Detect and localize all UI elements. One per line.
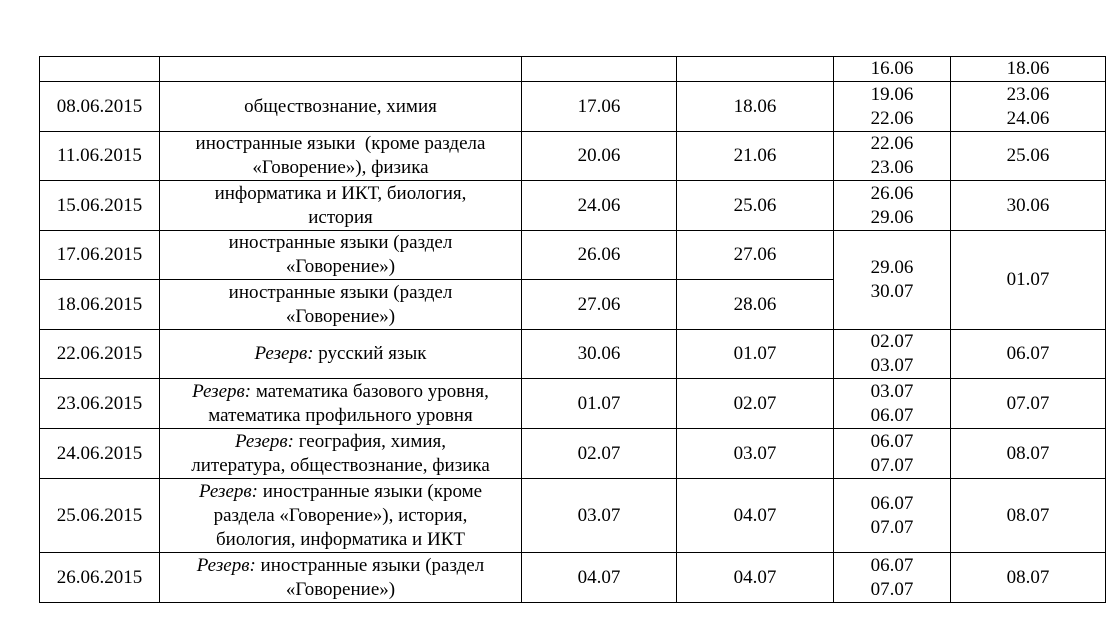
col6-cell bbox=[951, 132, 1106, 181]
subject-cell bbox=[160, 181, 522, 231]
col4-cell: 21.06 bbox=[677, 132, 834, 181]
subject-line: история bbox=[308, 206, 373, 228]
col5-date: 22.06 bbox=[870, 133, 914, 154]
col6-cell bbox=[951, 479, 1106, 553]
col3-cell: 03.07 bbox=[522, 479, 677, 553]
col5-cell bbox=[834, 231, 951, 330]
col6-cell bbox=[951, 379, 1106, 429]
col6-date: 01.07 bbox=[1006, 269, 1050, 290]
subject-text: иностранные языки (раздел bbox=[255, 554, 485, 576]
col6-cell bbox=[951, 553, 1106, 603]
col4-cell: 02.07 bbox=[677, 379, 834, 429]
col5-date: 03.07 bbox=[870, 380, 914, 402]
col4-cell: 03.07 bbox=[677, 429, 834, 479]
col4-cell: 18.06 bbox=[677, 82, 834, 132]
col4-cell: 04.07 bbox=[677, 479, 834, 553]
subject-line: иностранные языки (раздел bbox=[228, 232, 453, 253]
col3-cell: 02.07 bbox=[522, 429, 677, 479]
col6-date: 18.06 bbox=[1006, 58, 1050, 79]
col4-cell: 27.06 bbox=[677, 231, 834, 280]
subject-cell bbox=[160, 231, 522, 280]
col6-date: 25.06 bbox=[1006, 145, 1050, 166]
col3-cell: 26.06 bbox=[522, 231, 677, 280]
table-row bbox=[40, 132, 1106, 181]
col6-date: 08.07 bbox=[1006, 504, 1050, 526]
col5-cell bbox=[834, 82, 951, 132]
table-row bbox=[40, 553, 1106, 603]
subject-line: математика профильного уровня bbox=[208, 404, 473, 426]
subject-line: «Говорение») bbox=[285, 578, 396, 600]
subject-cell bbox=[160, 379, 522, 429]
col5-date: 29.06 bbox=[870, 257, 914, 278]
table-row bbox=[40, 82, 1106, 132]
col5-cell bbox=[834, 181, 951, 231]
subject-line: обществознание, химия bbox=[244, 95, 437, 117]
col4-cell: 25.06 bbox=[677, 181, 834, 231]
date-cell: 17.06.2015 bbox=[40, 231, 160, 280]
subject-text: русский язык bbox=[313, 343, 427, 364]
date-cell: 11.06.2015 bbox=[40, 132, 160, 181]
reserve-label: Резерв: bbox=[192, 380, 252, 402]
col6-date: 23.06 bbox=[1006, 83, 1050, 105]
col6-cell bbox=[951, 181, 1106, 231]
col6-cell bbox=[951, 429, 1106, 479]
col3-cell: 24.06 bbox=[522, 181, 677, 231]
date-cell: 08.06.2015 bbox=[40, 82, 160, 132]
subject-line: «Говорение»), физика bbox=[252, 157, 429, 178]
reserve-label: Резерв: bbox=[234, 430, 294, 452]
col3-cell: 01.07 bbox=[522, 379, 677, 429]
col3-cell: 20.06 bbox=[522, 132, 677, 181]
col3-cell: 04.07 bbox=[522, 553, 677, 603]
subject-cell bbox=[160, 280, 522, 330]
subject-line bbox=[164, 380, 517, 404]
subject-text: математика базового уровня, bbox=[251, 380, 489, 402]
col5-date: 22.06 bbox=[870, 107, 914, 129]
subject-line bbox=[164, 554, 517, 578]
date-cell: 25.06.2015 bbox=[40, 479, 160, 553]
subject-line bbox=[164, 342, 517, 366]
subject-line: «Говорение») bbox=[285, 305, 396, 327]
reserve-label: Резерв: bbox=[198, 480, 258, 502]
table-row bbox=[40, 479, 1106, 553]
col3-cell bbox=[522, 57, 677, 82]
exam-schedule-table bbox=[39, 56, 1106, 603]
subject-cell bbox=[160, 57, 522, 82]
col5-date: 29.06 bbox=[870, 206, 914, 228]
col5-date: 23.06 bbox=[870, 157, 914, 178]
date-cell: 23.06.2015 bbox=[40, 379, 160, 429]
date-cell: 24.06.2015 bbox=[40, 429, 160, 479]
col6-date: 07.07 bbox=[1006, 392, 1050, 414]
date-cell: 26.06.2015 bbox=[40, 553, 160, 603]
table-row bbox=[40, 231, 1106, 280]
subject-line: биология, информатика и ИКТ bbox=[216, 528, 465, 550]
col3-cell: 27.06 bbox=[522, 280, 677, 330]
col5-date: 07.07 bbox=[870, 578, 914, 600]
col5-cell bbox=[834, 553, 951, 603]
subject-cell bbox=[160, 82, 522, 132]
col5-date: 06.07 bbox=[870, 430, 914, 452]
col5-date: 03.07 bbox=[870, 355, 914, 376]
col4-cell: 01.07 bbox=[677, 330, 834, 379]
col3-cell: 17.06 bbox=[522, 82, 677, 132]
col5-date: 19.06 bbox=[870, 83, 914, 105]
col5-date: 02.07 bbox=[870, 331, 914, 352]
col6-date: 24.06 bbox=[1006, 107, 1050, 129]
col5-date: 30.07 bbox=[870, 281, 914, 302]
col5-cell bbox=[834, 379, 951, 429]
col4-cell: 28.06 bbox=[677, 280, 834, 330]
col5-cell bbox=[834, 429, 951, 479]
reserve-label: Резерв: bbox=[254, 343, 314, 364]
subject-cell bbox=[160, 429, 522, 479]
date-cell bbox=[40, 57, 160, 82]
col6-date: 06.07 bbox=[1006, 343, 1050, 364]
subject-line: информатика и ИКТ, биология, bbox=[214, 182, 467, 204]
date-cell: 15.06.2015 bbox=[40, 181, 160, 231]
subject-cell bbox=[160, 479, 522, 553]
subject-cell bbox=[160, 132, 522, 181]
col5-cell bbox=[834, 330, 951, 379]
col5-date: 06.07 bbox=[870, 492, 914, 514]
col3-cell: 30.06 bbox=[522, 330, 677, 379]
col5-cell bbox=[834, 57, 951, 82]
table-row bbox=[40, 429, 1106, 479]
subject-cell bbox=[160, 330, 522, 379]
col4-cell: 04.07 bbox=[677, 553, 834, 603]
subject-text: иностранные языки (кроме bbox=[257, 480, 483, 502]
table-row bbox=[40, 181, 1106, 231]
col5-cell bbox=[834, 132, 951, 181]
col5-date: 26.06 bbox=[870, 182, 914, 204]
date-cell: 22.06.2015 bbox=[40, 330, 160, 379]
col6-date: 08.07 bbox=[1006, 442, 1050, 464]
col6-date: 08.07 bbox=[1006, 566, 1050, 588]
subject-line: «Говорение») bbox=[285, 256, 396, 277]
col5-date: 07.07 bbox=[870, 516, 914, 538]
col6-cell bbox=[951, 231, 1106, 330]
subject-line: литература, обществознание, физика bbox=[191, 454, 490, 476]
table-row bbox=[40, 379, 1106, 429]
subject-line bbox=[164, 480, 517, 504]
col5-date: 06.07 bbox=[870, 554, 914, 576]
col6-cell bbox=[951, 57, 1106, 82]
col5-cell bbox=[834, 479, 951, 553]
col5-date: 16.06 bbox=[870, 58, 914, 79]
col4-cell bbox=[677, 57, 834, 82]
subject-cell bbox=[160, 553, 522, 603]
col5-date: 07.07 bbox=[870, 454, 914, 476]
col6-cell bbox=[951, 330, 1106, 379]
subject-text: география, химия, bbox=[294, 430, 447, 452]
date-cell: 18.06.2015 bbox=[40, 280, 160, 330]
subject-line: иностранные языки (раздел bbox=[228, 281, 453, 303]
table-row bbox=[40, 57, 1106, 82]
col6-cell bbox=[951, 82, 1106, 132]
subject-line: раздела «Говорение»), история, bbox=[213, 504, 468, 526]
col6-date: 30.06 bbox=[1006, 194, 1050, 216]
subject-line bbox=[164, 430, 517, 454]
table-row bbox=[40, 330, 1106, 379]
reserve-label: Резерв: bbox=[196, 554, 256, 576]
col5-date: 06.07 bbox=[870, 404, 914, 426]
subject-line: иностранные языки (кроме раздела bbox=[195, 133, 486, 154]
